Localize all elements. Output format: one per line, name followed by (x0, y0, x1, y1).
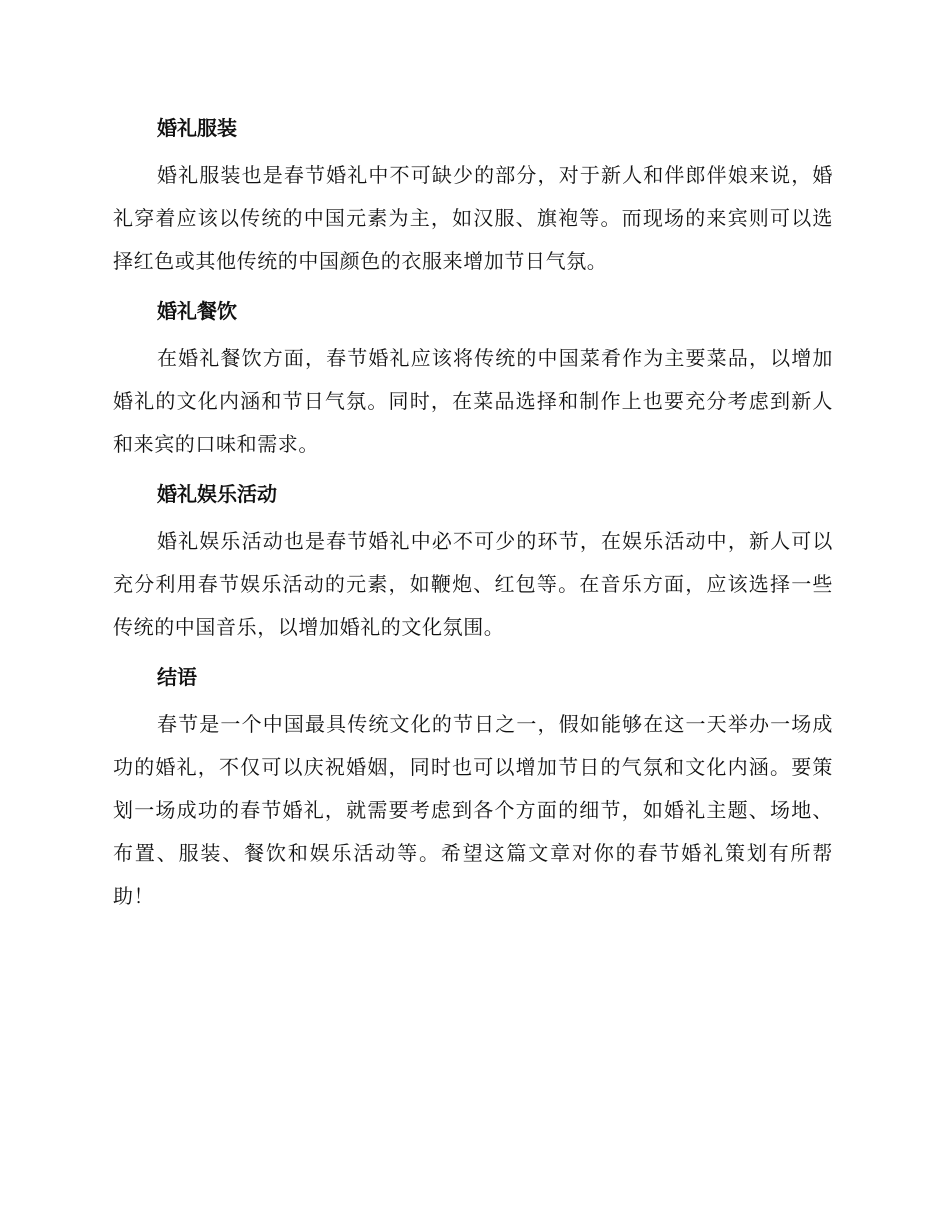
section-heading-wedding-catering: 婚礼餐饮 (157, 299, 237, 323)
section-body-wedding-entertainment: 婚礼娱乐活动也是春节婚礼中必不可少的环节，在娱乐活动中，新人可以充分利用春节娱乐活动的元素，如鞭炮、红包等。在音乐方面，应该选择一些传统的中国音乐，以增加婚礼的文化氛围。 (113, 529, 833, 639)
section-body-wedding-catering: 在婚礼餐饮方面，春节婚礼应该将传统的中国菜肴作为主要菜品，以增加婚礼的文化内涵和节日气氛。同时，在菜品选择和制作上也要充分考虑到新人和来宾的口味和需求。 (113, 346, 833, 456)
section-body-conclusion: 春节是一个中国最具传统文化的节日之一，假如能够在这一天举办一场成功的婚礼，不仅可以庆祝婚姻，同时也可以增加节日的气氛和文化内涵。要策划一场成功的春节婚礼，就需要考虑到各个方面的细节，如婚礼主题、场地、布置、服装、餐饮和娱乐活动等。希望这篇文章对你的春节婚礼策划有所帮助！ (113, 712, 833, 908)
section-body-wedding-attire: 婚礼服装也是春节婚礼中不可缺少的部分，对于新人和伴郎伴娘来说，婚礼穿着应该以传统的中国元素为主，如汉服、旗袍等。而现场的来宾则可以选择红色或其他传统的中国颜色的衣服来增加节日气氛。 (113, 163, 833, 273)
section-heading-conclusion: 结语 (157, 665, 197, 689)
document-content (113, 108, 833, 926)
section-heading-wedding-attire: 婚礼服装 (157, 116, 237, 140)
section-heading-wedding-entertainment: 婚礼娱乐活动 (157, 482, 277, 506)
